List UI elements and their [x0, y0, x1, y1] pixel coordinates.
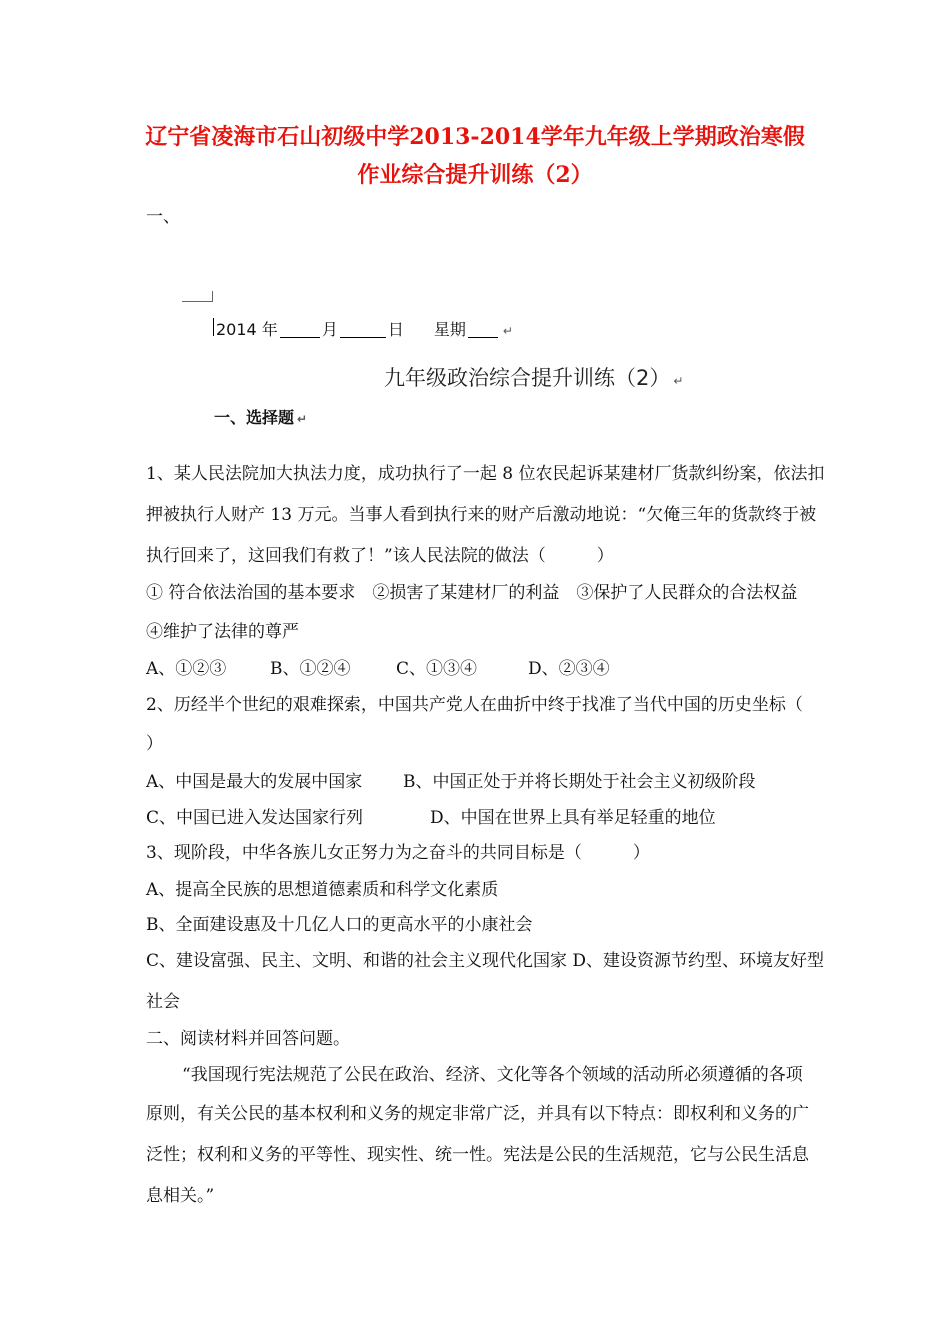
text-cursor — [213, 318, 214, 336]
month-blank — [280, 321, 320, 338]
material-line4: 息相关。” — [146, 1186, 215, 1206]
q1-line2: 押被执行人财产 13 万元。当事人看到执行来的财产后激动地说：“欠俺三年的货款终于被 — [146, 505, 817, 525]
embedded-heading — [384, 362, 683, 392]
return-mark-icon: ↵ — [502, 324, 513, 338]
material-line3: 泛性；权利和义务的平等性、现实性、统一性。宪法是公民的生活规范，它与公民生活息 — [146, 1145, 809, 1165]
embedded-section-heading — [214, 405, 307, 428]
q1-option-a: A、①②③ — [146, 659, 227, 679]
document-title-line1: 辽宁省凌海市石山初级中学2013-2014学年九年级上学期政治寒假 — [145, 124, 805, 150]
section-two-heading: 二、阅读材料并回答问题。 — [146, 1029, 350, 1049]
q3-option-d-continued: 社会 — [146, 992, 180, 1012]
q2-line1: 2、历经半个世纪的艰难探索，中国共产党人在曲折中终于找准了当代中国的历史坐标（ — [146, 695, 803, 715]
date-month: 月 — [321, 320, 338, 339]
q2-option-a: A、中国是最大的发展中国家 — [146, 772, 363, 792]
q1-line3: 执行回来了，这回我们有救了！”该人民法院的做法（ ） — [146, 546, 614, 566]
q3-line1: 3、现阶段，中华各族儿女正努力为之奋斗的共同目标是（ ） — [146, 843, 650, 863]
return-mark-icon: ↵ — [297, 412, 308, 426]
weekday-blank — [468, 321, 498, 338]
embedded-section-text: 一、选择题 — [214, 408, 295, 427]
return-mark-icon: ↵ — [673, 374, 684, 388]
q2-option-d: D、中国在世界上具有举足轻重的地位 — [430, 808, 716, 828]
embedded-heading-text: 九年级政治综合提升训练（2） — [384, 366, 671, 390]
q2-option-b: B、中国正处于并将长期处于社会主义初级阶段 — [403, 772, 756, 792]
document-title-line2: 作业综合提升训练（2） — [357, 162, 593, 188]
q3-option-cd: C、建设富强、民主、文明、和谐的社会主义现代化国家 D、建设资源节约型、环境友好型 — [146, 951, 825, 971]
date-year: 2014 年 — [216, 320, 278, 339]
q1-line1: 1、某人民法院加大执法力度，成功执行了一起 8 位农民起诉某建材厂货款纠纷案，依法扣 — [146, 464, 825, 484]
q1-statements: ① 符合依法治国的基本要求 ②损害了某建材厂的利益 ③保护了人民群众的合法权益 — [146, 583, 798, 603]
q3-option-b: B、全面建设惠及十几亿人口的更高水平的小康社会 — [146, 915, 533, 935]
material-line2: 原则，有关公民的基本权利和义务的规定非常广泛，并具有以下特点：即权利和义务的广 — [146, 1104, 809, 1124]
q1-option-c: C、①③④ — [396, 659, 478, 679]
q2-option-c: C、中国已进入发达国家行列 — [146, 808, 364, 828]
date-weekday: 星期 — [433, 320, 466, 339]
q3-option-a: A、提高全民族的思想道德素质和科学文化素质 — [146, 880, 499, 900]
section-one-label: 一、 — [146, 207, 180, 227]
day-blank — [340, 321, 386, 338]
q2-line2: ） — [146, 734, 163, 754]
date-day: 日 — [387, 320, 404, 339]
q1-option-d: D、②③④ — [528, 659, 610, 679]
q1-statement4: ④维护了法律的尊严 — [146, 622, 299, 642]
date-line — [216, 317, 513, 340]
material-line1: “我国现行宪法规范了公民在政治、经济、文化等各个领域的活动所必须遵循的各项 — [182, 1065, 803, 1085]
q1-option-b: B、①②④ — [270, 659, 351, 679]
page-corner-mark — [182, 291, 213, 302]
